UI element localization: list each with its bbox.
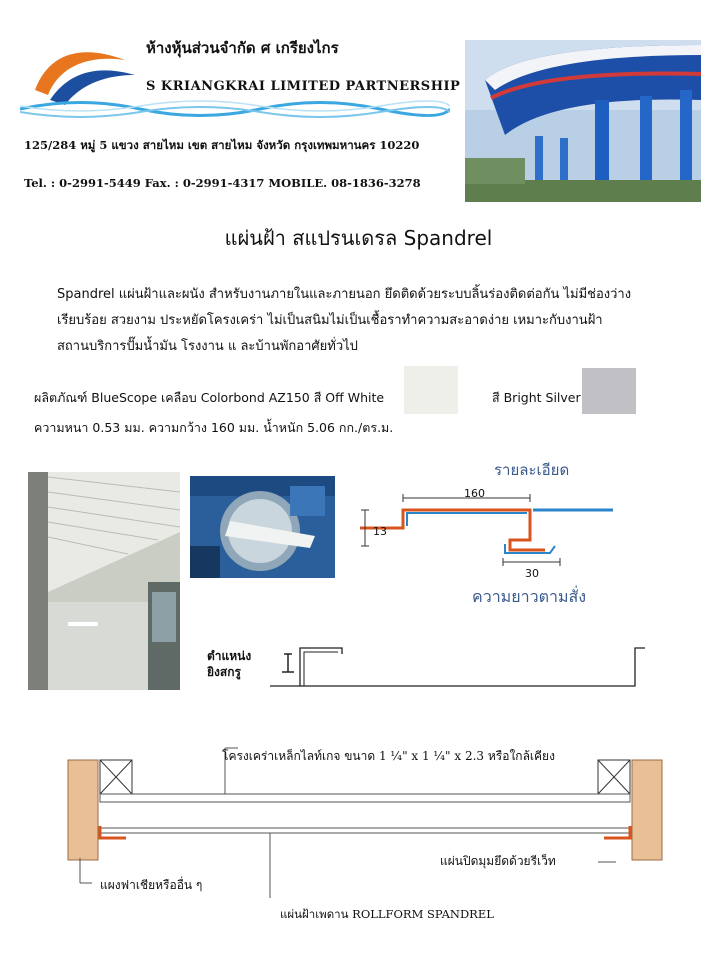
bright-silver-swatch — [582, 368, 636, 414]
fascia-label: แผงฟาเชียหรืออื่น ๆ — [100, 878, 203, 892]
ceiling-installation-photo — [28, 472, 180, 690]
rivet-corner-label: แผ่นปิดมุมยึดด้วยรีเว็ท — [440, 854, 556, 868]
off-white-swatch — [404, 366, 458, 414]
company-name-english: S KRIANGKRAI LIMITED PARTNERSHIP — [146, 79, 461, 94]
company-contact: Tel. : 0-2991-5449 Fax. : 0-2991-4317 MOBILE. 08-1836-3278 — [24, 176, 421, 190]
company-address: 125/284 หมู่ 5 แขวง สายไหม เขต สายไหม จังหวัด กรุงเทพมหานคร 10220 — [24, 138, 420, 152]
product-spec: ผลิตภัณฑ์ BlueScope เคลือบ Colorbond AZ150 สี Off White — [34, 390, 385, 405]
screw-label-line-2: ยิงสกรู — [207, 665, 241, 679]
dimension-spec: ความหนา 0.53 มม. ความกว้าง 160 มม. น้ำหนัก 5.06 กก./ตร.ม. — [34, 420, 394, 435]
rollform-machine-photo — [190, 476, 335, 578]
rollform-spandrel-label: แผ่นฝ้าเพดาน ROLLFORM SPANDREL — [280, 907, 494, 921]
spandrel-profile-drawing — [355, 478, 615, 588]
frame-label: โครงเคร่าเหล็กไลท์เกจ ขนาด 1 ¼" x 1 ¼" x 2.3 หรือใกล้เคียง — [222, 749, 555, 763]
bright-silver-label: สี Bright Silver — [492, 390, 581, 405]
detail-title: รายละเอียด — [494, 461, 570, 479]
screw-label-line-1: ตำแหน่ง — [207, 649, 252, 663]
description-line-2: เรียบร้อย สวยงาม ประหยัดโครงเคร่า ไม่เป็นสนิมไม่เป็นเชื้อราทำความสะอาดง่าย เหมาะกับงานฝ้า — [57, 313, 603, 328]
dimension-height: 13 — [373, 525, 387, 538]
description-line-3: สถานบริการปั๊มน้ำมัน โรงงาน แ ละบ้านพักอาศัยทั่วไป — [57, 339, 358, 354]
length-note: ความยาวตามสั่ง — [472, 587, 587, 606]
wave-divider-icon — [20, 94, 450, 124]
dimension-lap: 30 — [525, 567, 539, 580]
dimension-width: 160 — [464, 487, 485, 500]
screw-position-drawing — [270, 636, 670, 696]
company-name-thai: ห้างหุ้นส่วนจำกัด ศ เกรียงไกร — [146, 39, 339, 57]
screw-position-label — [207, 648, 251, 680]
document-title: แผ่นฝ้า สแปรนเดรล Spandrel — [224, 226, 493, 250]
gas-station-canopy-photo — [465, 40, 701, 202]
description-line-1: Spandrel แผ่นฝ้าและผนัง สำหรับงานภายในและภายนอก ยึดติดด้วยระบบลิ้นร่องติดต่อกัน ไม่มีช่องว่าง — [57, 287, 632, 302]
